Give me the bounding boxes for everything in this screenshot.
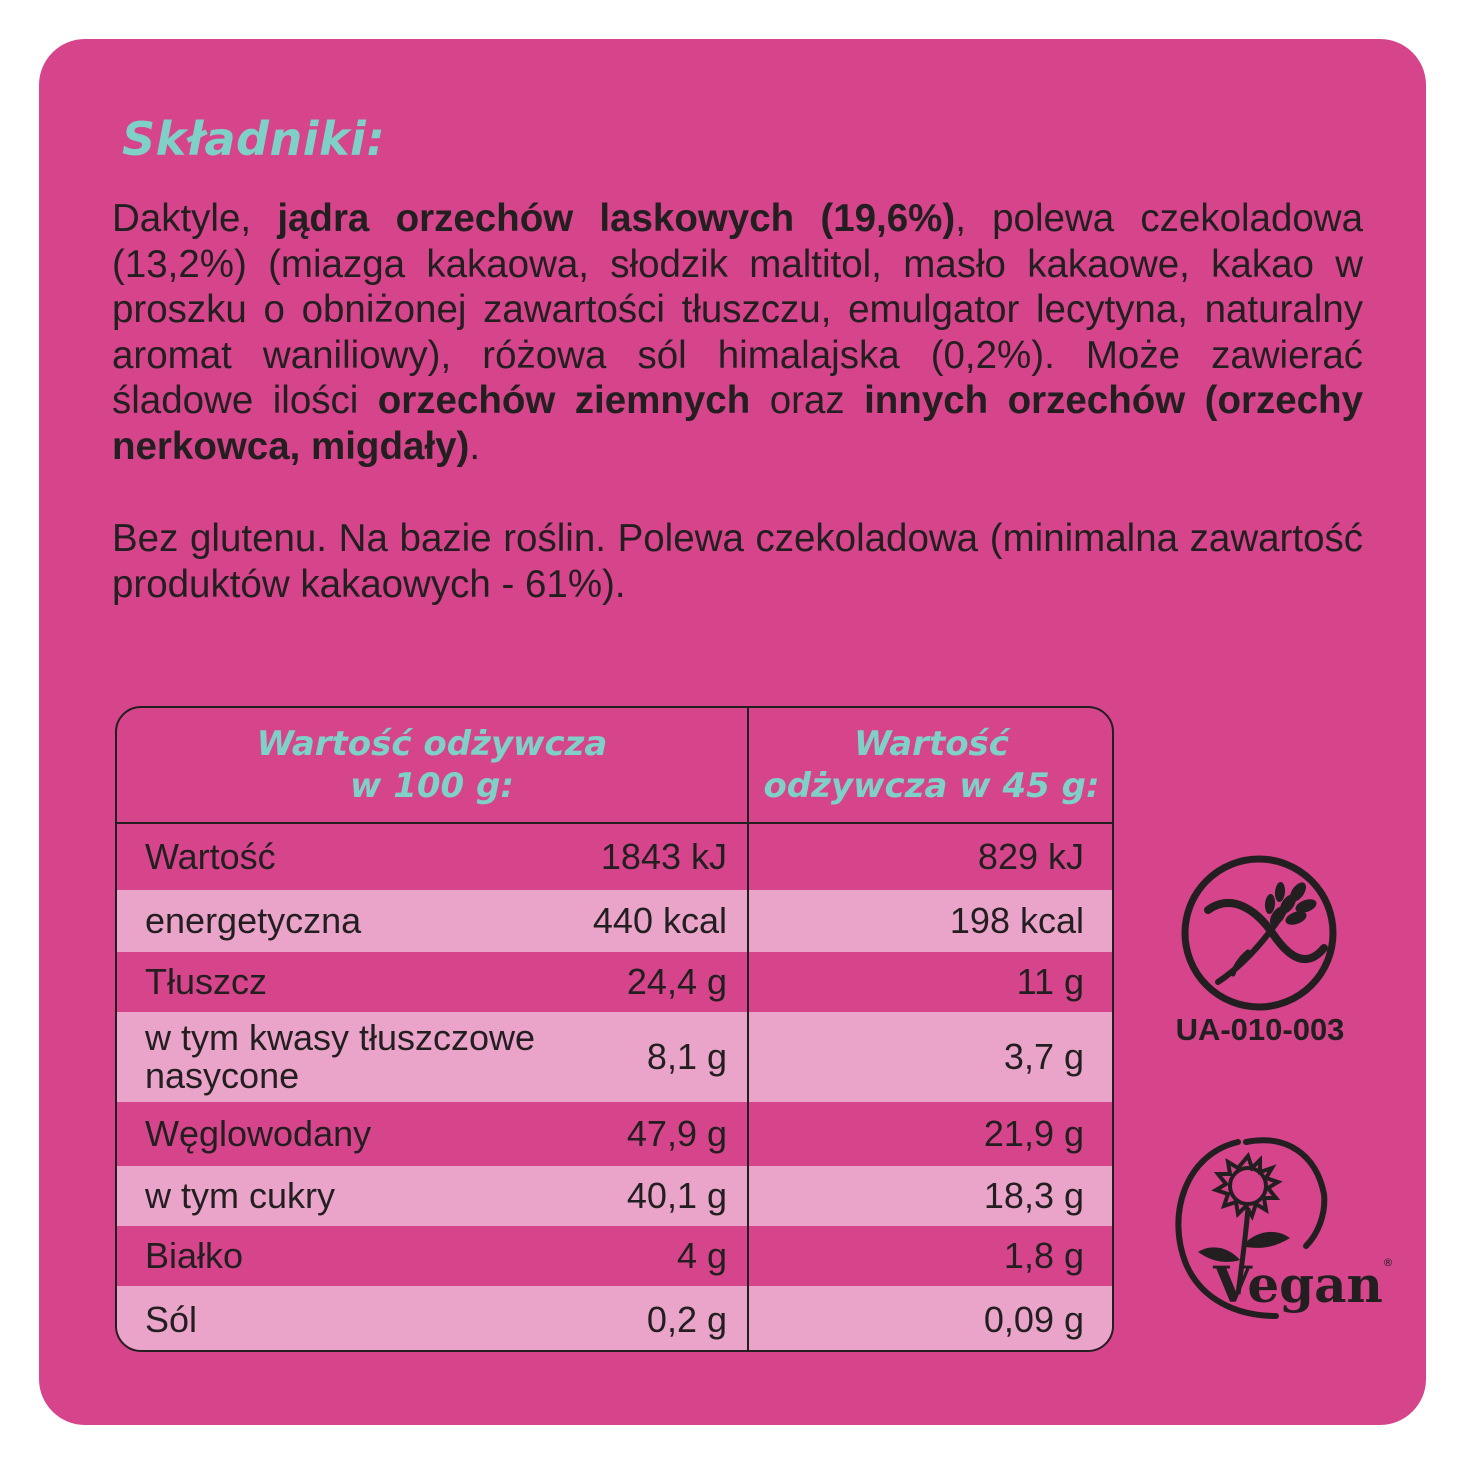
row-label: Białko <box>145 1235 244 1276</box>
row-label: Wartość <box>145 836 276 877</box>
header-per-45g-line: Wartość <box>854 724 1009 764</box>
row-value-45g: 3,7 g <box>1003 1036 1084 1077</box>
table-row <box>117 1166 1112 1226</box>
nutrition-table-header <box>117 708 1112 824</box>
header-per-45g <box>749 708 1114 822</box>
row-label: w tym cukry <box>145 1175 336 1216</box>
header-per-45g-line: odżywcza w 45 g: <box>763 766 1100 806</box>
crossed-grain-icon <box>1178 852 1340 1014</box>
row-value-100g: 1843 kJ <box>600 836 727 877</box>
header-per-100g <box>117 708 747 822</box>
row-value-100g: 8,1 g <box>646 1036 727 1077</box>
ingredients-part: , polewa czekoladowa (13,2%) (miazga kakaowa, słodzik maltitol, masło kakaowe, kakao w proszku o obniżonej zawartości tłuszczu, emulgator lecytyna, naturalny aromat waniliowy), różowa sól himalajska (0,2%). Może zawierać śladowe ilości <box>112 197 1363 422</box>
table-row <box>117 1012 1112 1102</box>
row-value-100g: 440 kcal <box>592 900 727 941</box>
header-per-100g-line: w 100 g: <box>349 766 514 806</box>
vegan-label: Vegan <box>1213 1255 1383 1314</box>
row-label: Węglowodany <box>145 1113 372 1154</box>
row-value-45g: 21,9 g <box>983 1113 1084 1154</box>
table-row <box>117 1102 1112 1166</box>
ingredients-title: Składniki: <box>122 112 386 166</box>
row-label: energetyczna <box>145 900 362 941</box>
row-label: Tłuszcz <box>145 961 268 1002</box>
row-value-45g: 18,3 g <box>983 1175 1084 1216</box>
vegan-sunflower-icon <box>1166 1134 1396 1324</box>
table-row <box>117 1286 1112 1352</box>
row-value-45g: 829 kJ <box>977 836 1084 877</box>
column-divider <box>747 708 749 1350</box>
row-label: w tym kwasy tłuszczowe nasycone <box>145 1017 536 1096</box>
ingredients-part-bold: jądra orzechów laskowych (19,6%) <box>277 197 956 240</box>
nutrition-table <box>115 706 1114 1352</box>
row-value-100g: 40,1 g <box>626 1175 727 1216</box>
row-value-100g: 0,2 g <box>646 1299 727 1340</box>
ingredients-part-bold: orzechów ziemnych <box>377 379 751 422</box>
table-row <box>117 952 1112 1012</box>
row-value-100g: 47,9 g <box>626 1113 727 1154</box>
product-note: Bez glutenu. Na bazie roślin. Polewa czekoladowa (minimalna zawartość produktów kakaowych - 61%). <box>112 517 1363 606</box>
registered-mark: ® <box>1382 1256 1394 1269</box>
row-value-100g: 24,4 g <box>626 961 727 1002</box>
row-value-45g: 11 g <box>1016 961 1084 1002</box>
table-row <box>117 824 1112 890</box>
row-value-45g: 0,09 g <box>983 1299 1084 1340</box>
row-value-100g: 4 g <box>676 1235 727 1276</box>
ingredients-part: oraz <box>750 379 865 422</box>
row-label: Sól <box>145 1299 198 1340</box>
row-value-45g: 198 kcal <box>949 900 1084 941</box>
row-value-45g: 1,8 g <box>1003 1235 1084 1276</box>
ingredients-part-bold: innych orzechów (orzechy nerkowca, migdały) <box>112 379 1363 468</box>
ingredients-part: Daktyle, <box>112 197 278 240</box>
gluten-free-code: UA-010-003 <box>1175 1012 1345 1047</box>
ingredients-part: . <box>469 424 481 468</box>
table-row <box>117 890 1112 952</box>
header-per-100g-line: Wartość odżywcza <box>256 724 608 764</box>
ingredients-text <box>112 196 1363 469</box>
table-row <box>117 1226 1112 1286</box>
